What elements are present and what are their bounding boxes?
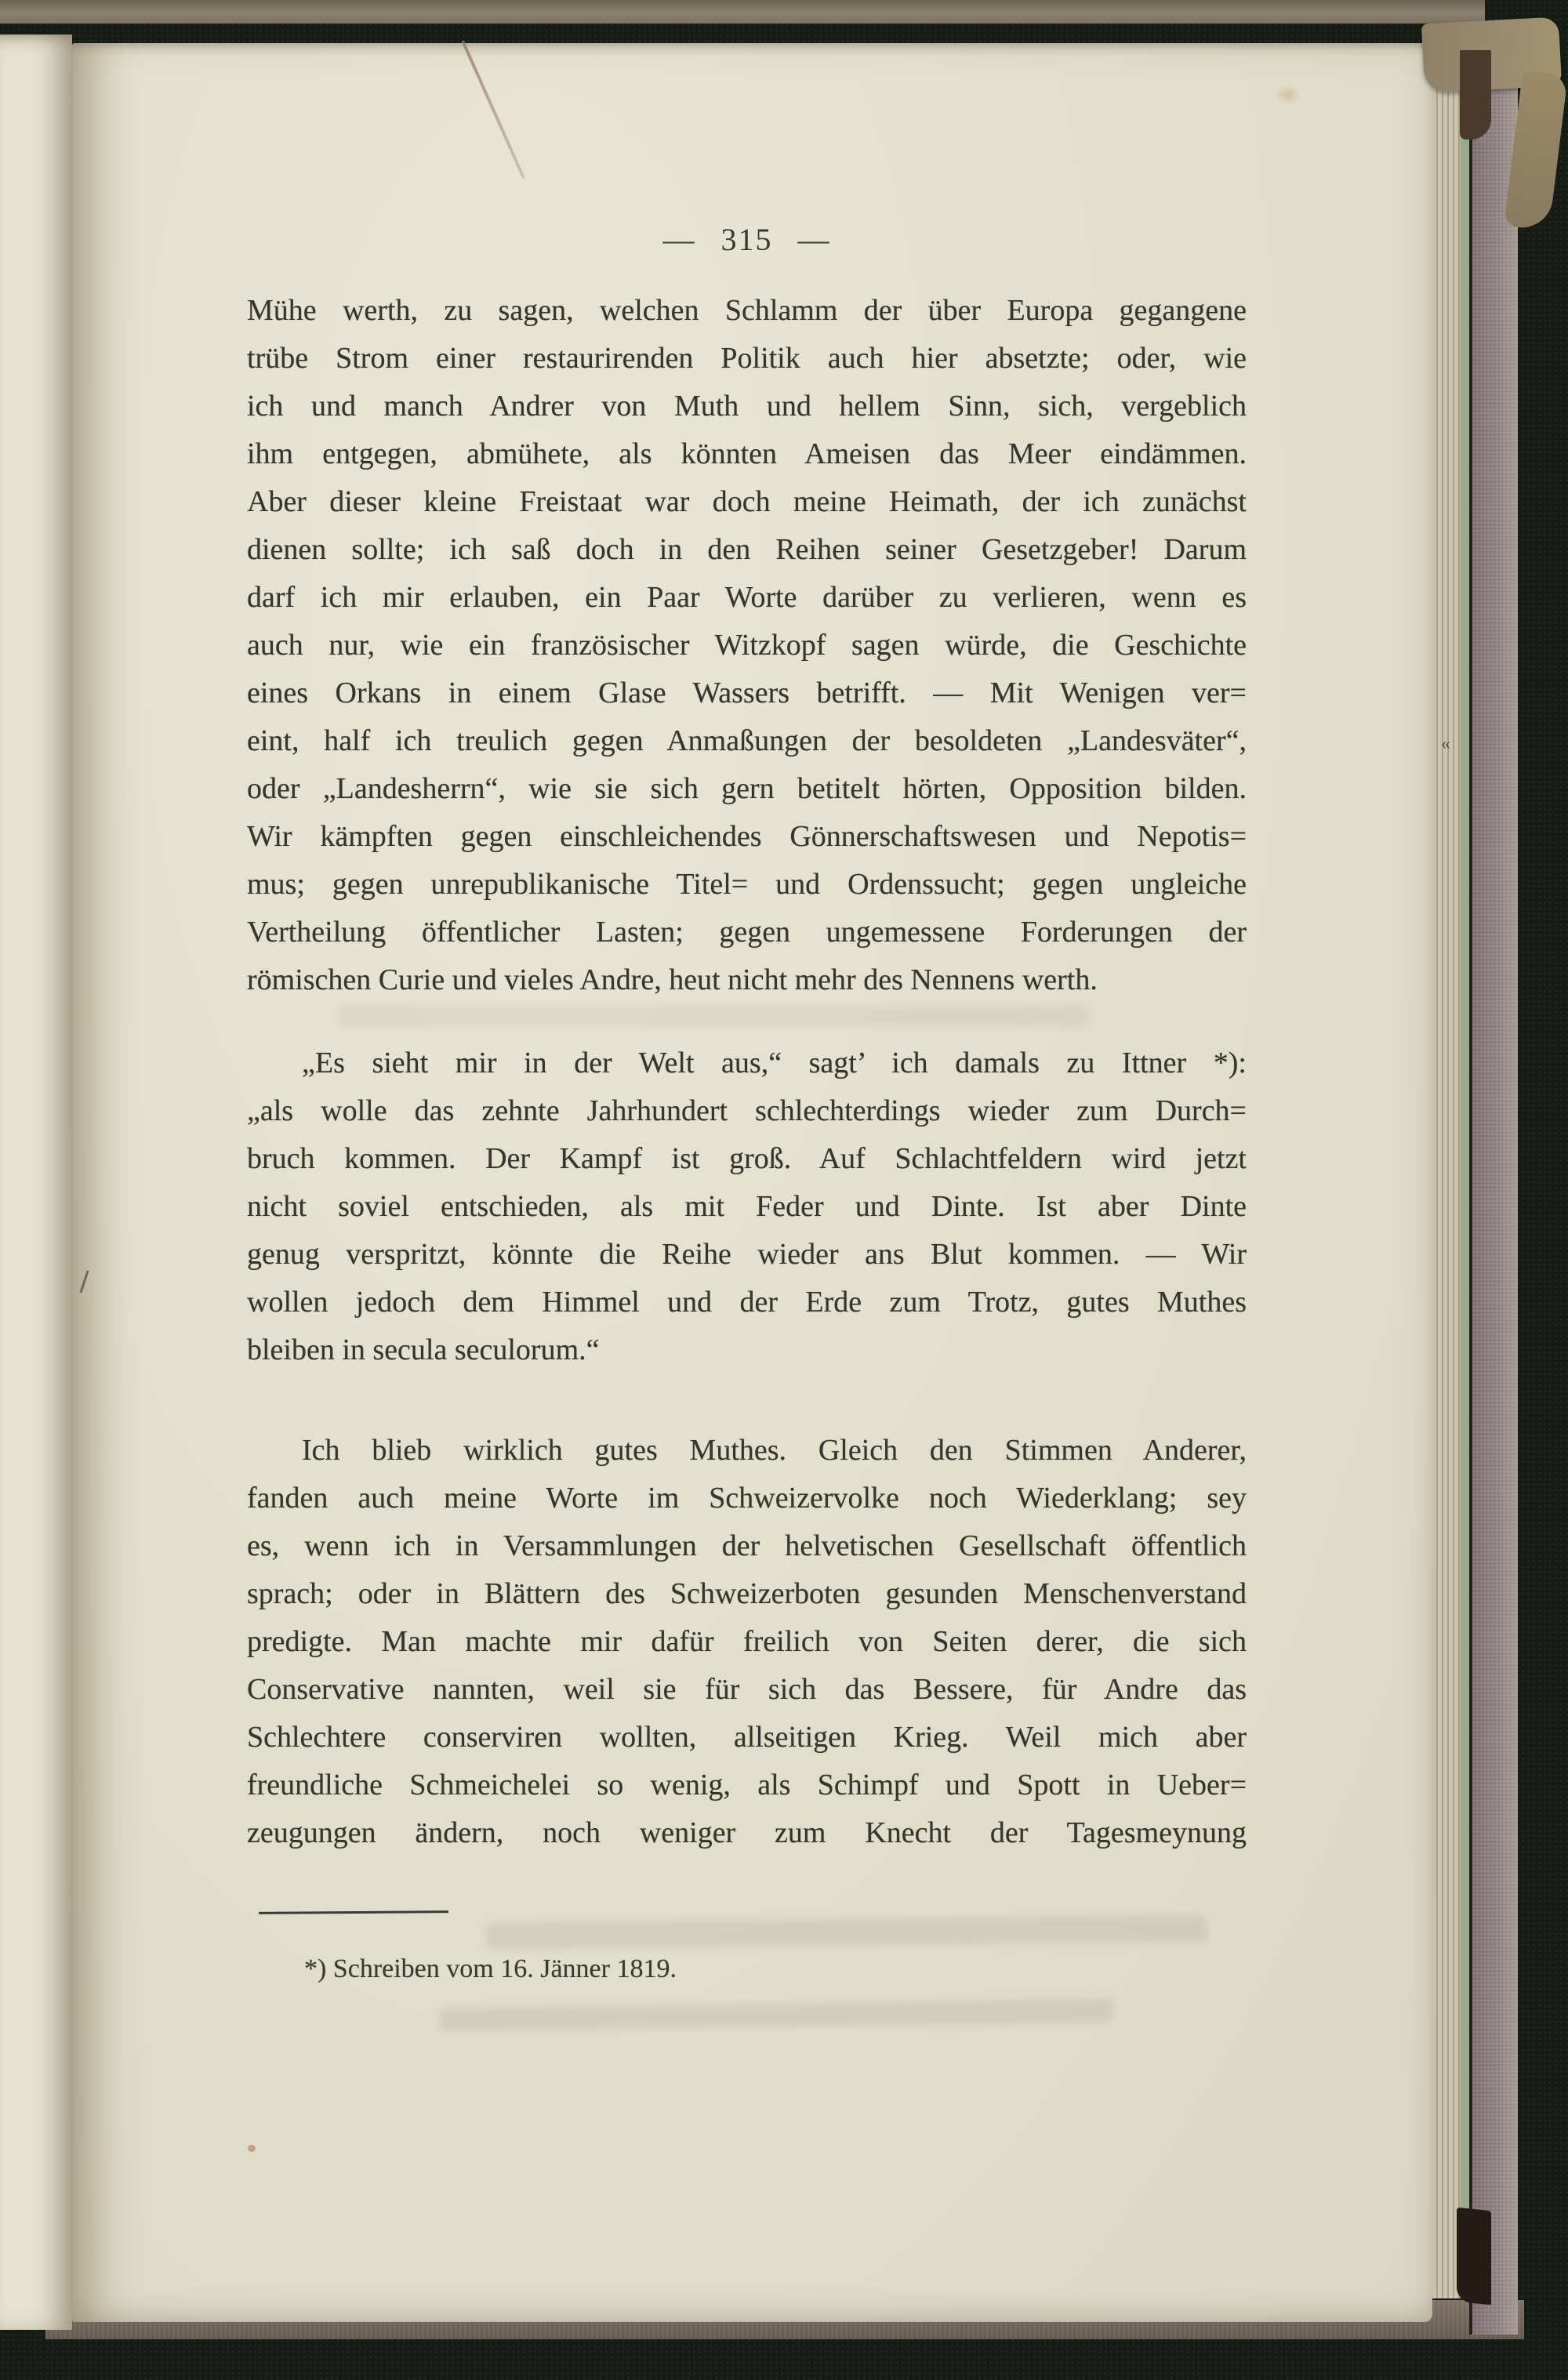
bottom-right-shadow-wedge xyxy=(1457,2208,1491,2306)
text-line: genug verspritzt, könnte die Reihe wieder ans Blut kommen. — Wir xyxy=(247,1238,1247,1271)
text-line: römischen Curie und vieles Andre, heut nicht mehr des Nennens werth. xyxy=(247,963,1098,996)
text-line: wollen jedoch dem Himmel und der Erde zum Trotz, gutes Muthes xyxy=(247,1286,1247,1319)
text-line: ihm entgegen, abmühete, als könnten Ameisen das Meer eindämmen. xyxy=(247,437,1247,470)
text-line: Wir kämpften gegen einschleichendes Gönnerschaftswesen und Nepotis= xyxy=(247,820,1247,853)
text-line: trübe Strom einer restaurirenden Politik auch hier absetzte; oder, wie xyxy=(247,342,1247,375)
text-line: Aber dieser kleine Freistaat war doch meine Heimath, der ich zunächst xyxy=(247,485,1247,518)
text-line: es, wenn ich in Versammlungen der helvetischen Gesellschaft öffentlich xyxy=(247,1529,1247,1562)
text-line: Mühe werth, zu sagen, welchen Schlamm der über Europa gegangene xyxy=(247,294,1247,327)
text-line: Schlechtere conserviren wollten, allseitigen Krieg. Weil mich aber xyxy=(247,1721,1247,1754)
text-line: „Es sieht mir in der Welt aus,“ sagt’ ich damals zu Ittner *): xyxy=(302,1047,1247,1079)
dark-corner-patch xyxy=(1460,50,1491,140)
right-page-edge-stack xyxy=(1432,47,1461,2298)
text-line: ich und manch Andrer von Muth und hellem Sinn, sich, vergeblich xyxy=(247,390,1247,423)
text-line: „als wolle das zehnte Jahrhundert schlechterdings wieder zum Durch= xyxy=(247,1094,1247,1127)
book-top-edge xyxy=(0,0,1485,24)
paragraph-2 xyxy=(247,1039,1247,1374)
left-page-edge xyxy=(0,34,72,2330)
paragraph-3 xyxy=(247,1427,1247,1857)
text-line: zeugungen ändern, noch weniger zum Knecht der Tagesmeynung xyxy=(247,1816,1247,1849)
text-line: Conservative nannten, weil sie für sich das Bessere, für Andre das xyxy=(247,1673,1247,1706)
cover-green-sliver xyxy=(1461,50,1469,2297)
ink-bleedthrough xyxy=(337,1005,1090,1027)
text-line: mus; gegen unrepublikanische Titel= und Ordenssucht; gegen ungleiche xyxy=(247,868,1247,901)
text-line: bleiben in secula seculorum.“ xyxy=(247,1333,600,1366)
text-line: darf ich mir erlauben, ein Paar Worte darüber zu verlieren, wenn es xyxy=(247,581,1247,614)
stain-spot xyxy=(248,2145,256,2152)
text-line: bruch kommen. Der Kampf ist groß. Auf Schlachtfeldern wird jetzt xyxy=(247,1142,1247,1175)
text-line: oder „Landesherrn“, wie sie sich gern betitelt hörten, Opposition bilden. xyxy=(247,772,1247,805)
paragraph-1 xyxy=(247,287,1247,1004)
text-line: nicht soviel entschieden, als mit Feder und Dinte. Ist aber Dinte xyxy=(247,1190,1247,1223)
text-line: dienen sollte; ich saß doch in den Reihen seiner Gesetzgeber! Darum xyxy=(247,533,1247,566)
text-line: freundliche Schmeichelei so wenig, als Schimpf und Spott in Ueber= xyxy=(247,1769,1247,1801)
stain-spot xyxy=(1275,85,1301,105)
text-line: auch nur, wie ein französischer Witzkopf sagen würde, die Geschichte xyxy=(247,629,1247,662)
text-line: Ich blieb wirklich gutes Muthes. Gleich den Stimmen Anderer, xyxy=(302,1434,1247,1467)
text-line: eint, half ich treulich gegen Anmaßungen der besoldeten „Landesväter“, xyxy=(247,724,1247,757)
footnote-text: *) Schreiben vom 16. Jänner 1819. xyxy=(304,1954,677,1983)
right-cloth-edge xyxy=(1469,38,1518,2335)
margin-mark: « xyxy=(1441,734,1450,754)
text-line: Vertheilung öffentlicher Lasten; gegen ungemessene Forderungen der xyxy=(247,916,1247,949)
text-line: eines Orkans in einem Glase Wassers betrifft. — Mit Wenigen ver= xyxy=(247,677,1247,709)
text-line: fanden auch meine Worte im Schweizervolke noch Wiederklang; sey xyxy=(247,1482,1247,1515)
page-number-header: — 315 — xyxy=(662,222,831,257)
text-line: sprach; oder in Blättern des Schweizerboten gesunden Menschenverstand xyxy=(247,1577,1247,1610)
text-line: predigte. Man machte mir dafür freilich von Seiten derer, die sich xyxy=(247,1625,1247,1658)
